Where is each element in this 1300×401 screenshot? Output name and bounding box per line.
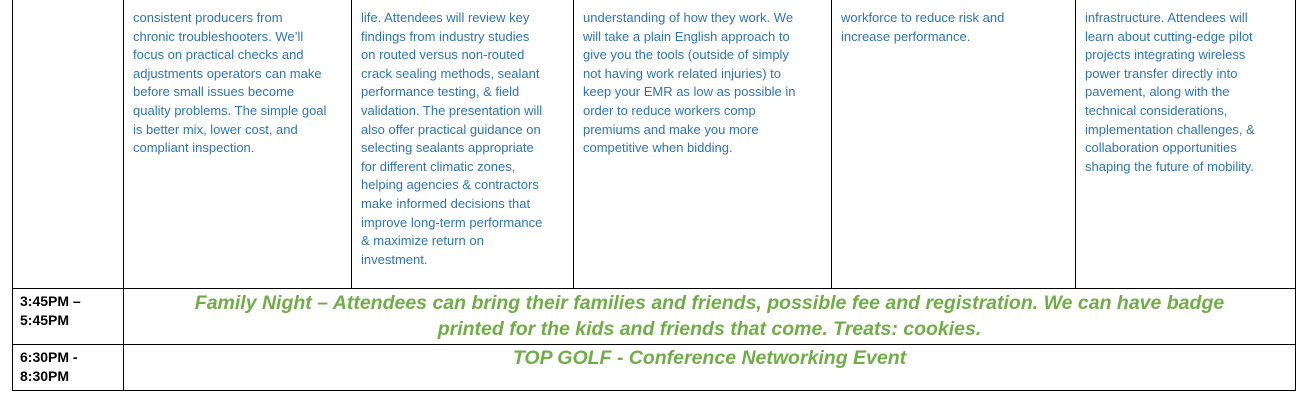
session-description-4: workforce to reduce risk and increase performance. [841,10,1005,44]
top-golf-description: TOP GOLF - Conference Networking Event [512,347,907,369]
session-description-cell [352,0,574,289]
session-description-cell [574,0,832,289]
time-cell [13,289,124,345]
session-description-2: life. Attendees will review key findings from industry studies on routed versus non-routed crack sealing methods, sealant performance testing, & field validation. The presentation will also offer practical guidance on selecting sealants appropriate for different climatic zones, helping agencies & contractors make informed decisions that improve long-term performance & maximize return on investment. [361,10,543,267]
family-night-time: 3:45PM – 5:45PM [20,293,81,328]
time-cell [13,345,124,391]
event-cell [124,289,1296,345]
top-golf-time: 6:30PM - 8:30PM [20,349,78,384]
session-descriptions-row [13,0,1296,289]
session-description-3: understanding of how they work. We will take a plain English approach to give you the tools (outside of simply not having work related injuries) to keep your EMR as low as possible in order to reduce workers comp premiums and make you more competitive when bidding. [583,10,796,156]
event-cell [124,345,1296,391]
session-description-cell [124,0,352,289]
session-description-cell [1076,0,1296,289]
session-description-1: consistent producers from chronic troubleshooters. We’ll focus on practical checks and adjustments operators can make before small issues become quality problems. The simple goal is better mix, lower cost, and compliant inspection. [133,10,327,156]
schedule-table [12,0,1296,391]
family-night-row [13,289,1296,345]
top-golf-row [13,345,1296,391]
family-night-description: Family Night – Attendees can bring their families and friends, possible fee and registration. We can have badge printed for the kids and friends that come. Treats: cookies. [194,292,1225,340]
time-cell-empty [13,0,124,289]
session-description-cell [832,0,1076,289]
session-description-5: infrastructure. Attendees will learn about cutting-edge pilot projects integrating wireless power transfer directly into pavement, along with the technical considerations, implementation challenges, & collaboration opportunities shaping the future of mobility. [1085,10,1255,174]
